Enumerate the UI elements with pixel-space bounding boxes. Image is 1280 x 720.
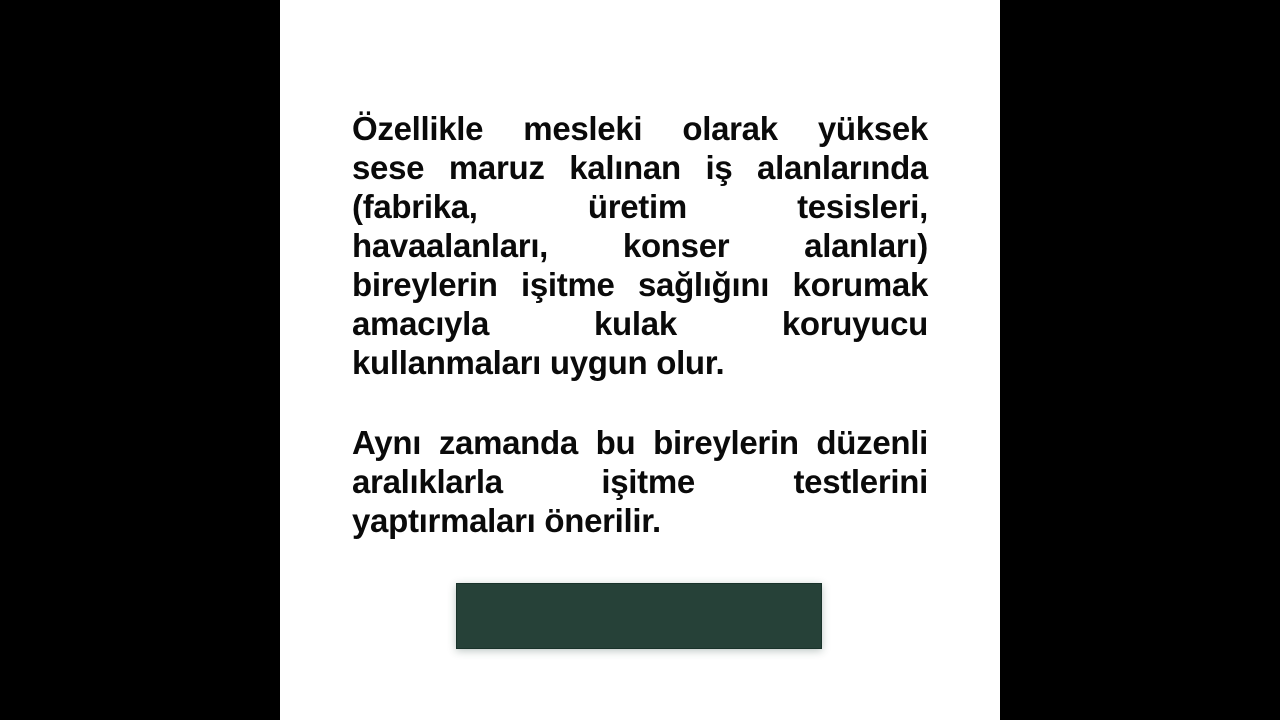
letterbox-right-bar <box>1000 0 1280 720</box>
slide-panel <box>280 0 1000 720</box>
text-line: yaptırmaları önerilir. <box>352 502 661 539</box>
body-text <box>352 109 928 540</box>
paragraph-1 <box>352 109 928 382</box>
logo-placeholder-block <box>456 583 822 649</box>
text-line: bireylerin işitme sağlığını korumak <box>352 266 928 303</box>
text-line: havaalanları, konser alanları) <box>352 227 928 264</box>
text-line: Özellikle mesleki olarak yüksek <box>352 110 928 147</box>
text-line: (fabrika, üretim tesisleri, <box>352 188 928 225</box>
text-line: kullanmaları uygun olur. <box>352 344 725 381</box>
text-line: sese maruz kalınan iş alanlarında <box>352 149 928 186</box>
text-line: amacıyla kulak koruyucu <box>352 305 928 342</box>
text-line: aralıklarla işitme testlerini <box>352 463 928 500</box>
letterbox-left-bar <box>0 0 280 720</box>
paragraph-2 <box>352 423 928 540</box>
text-line: Aynı zamanda bu bireylerin düzenli <box>352 424 928 461</box>
